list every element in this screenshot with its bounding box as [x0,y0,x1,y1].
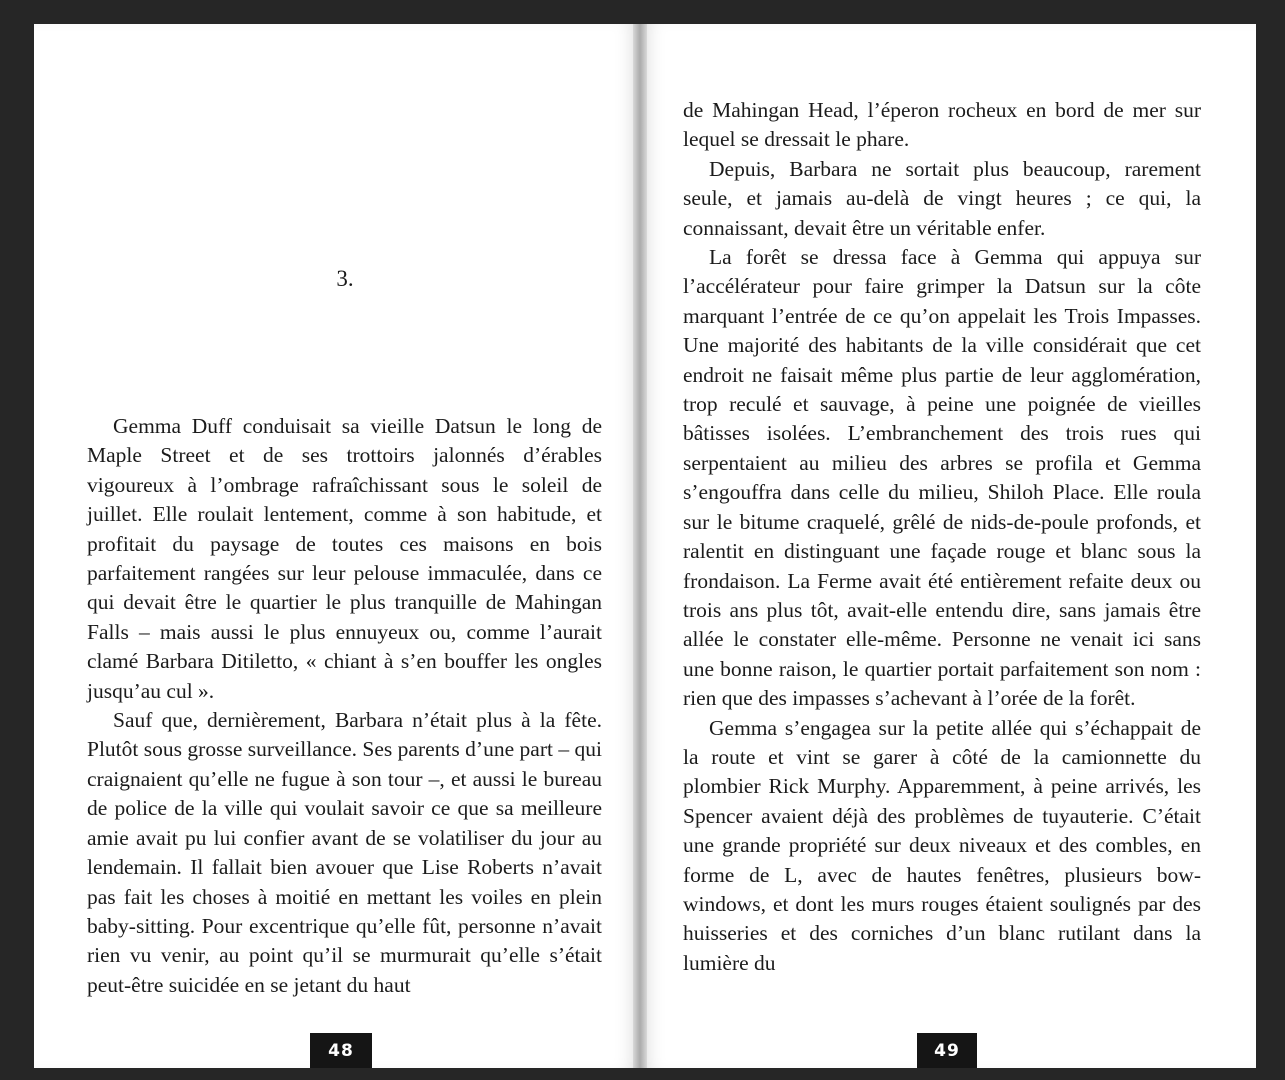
paragraph: Gemma s’engagea sur la petite allée qui s’échappait de la route et vint se garer à côté de la camionnette du plombier Rick Murphy. Apparemment, à peine arrivés, les Spencer avaient déjà des problèmes de tuyauterie. C’était une grande propriété sur deux niveaux et des combles, en forme de L, avec de hautes fenêtres, plusieurs bow-windows, et dont les murs rouges étaient soulignés par des huisseries et des corniches d’un blanc rutilant dans la lumière du [683,715,1201,975]
paragraph: Sauf que, dernièrement, Barbara n’était plus à la fête. Plutôt sous grosse surveillance. Ses parents d’une part – qui craignaient qu’elle ne fugue à son tour –, et aussi le bureau de police de la ville qui voulait savoir ce que sa meilleure amie avait pu lui confier avant de se volatiliser du jour au lendemain. Il fallait bien avouer que Lise Roberts n’avait pas fait les choses à moitié en mettant les voiles en plein baby-sitting. Pour excentrique qu’elle fût, personne n’avait rien vu venir, au point qu’il se murmurait qu’elle s’était peut-être suicidée en se jetant du haut [87,708,602,997]
paragraph: La forêt se dressa face à Gemma qui appuya sur l’accélérateur pour faire grimper la Datsun sur la côte marquant l’entrée de ce qu’on appelait les Trois Impasses. Une majorité des habitants de la ville considérait que cet endroit ne faisait même plus partie de leur agglomération, trop reculé et sauvage, à peine une poignée de vieilles bâtisses isolées. L’embranchement des trois rues qui serpentaient au milieu des arbres se profila et Gemma s’engouffra dans celle du milieu, Shiloh Place. Elle roula sur le bitume craquelé, grêlé de nids-de-poule profonds, et ralentit en distinguant une façade rouge et blanc sous la frondaison. La Ferme avait été entièrement refaite deux ou trois ans plus tôt, avait-elle entendu dire, sans jamais être allée le constater elle-même. Personne ne venait ici sans une bonne raison, le quartier portait parfaitement son nom : rien que des impasses s’achevant à l’orée de la forêt. [683,245,1201,711]
chapter-number: 3. [336,266,354,291]
left-page [34,24,640,1068]
right-page-text [683,96,1201,978]
paragraph-continuation: de Mahingan Head, l’éperon rocheux en bord de mer sur lequel se dressait le phare. [683,98,1201,152]
left-page-text [87,412,602,1000]
page-number-left: 48 [310,1033,372,1068]
right-page [640,24,1256,1068]
paragraph: Gemma Duff conduisait sa vieille Datsun le long de Maple Street et de ses trottoirs jalonnés d’érables vigoureux à l’ombrage rafraîchissant sous le soleil de juillet. Elle roulait lentement, comme à son habitude, et profitait du paysage de toutes ces maisons en bois parfaitement rangées sur leur pelouse immaculée, dans ce qui devait être le quartier le plus tranquille de Mahingan Falls – mais aussi le plus ennuyeux ou, comme l’aurait clamé Barbara Ditiletto, « chiant à s’en bouffer les ongles jusqu’au cul ». [87,414,602,703]
page-number-right: 49 [917,1033,977,1068]
paragraph: Depuis, Barbara ne sortait plus beaucoup, rarement seule, et jamais au-delà de vingt heures ; ce qui, la connaissant, devait être un véritable enfer. [683,156,1201,240]
book-gutter [633,24,647,1068]
